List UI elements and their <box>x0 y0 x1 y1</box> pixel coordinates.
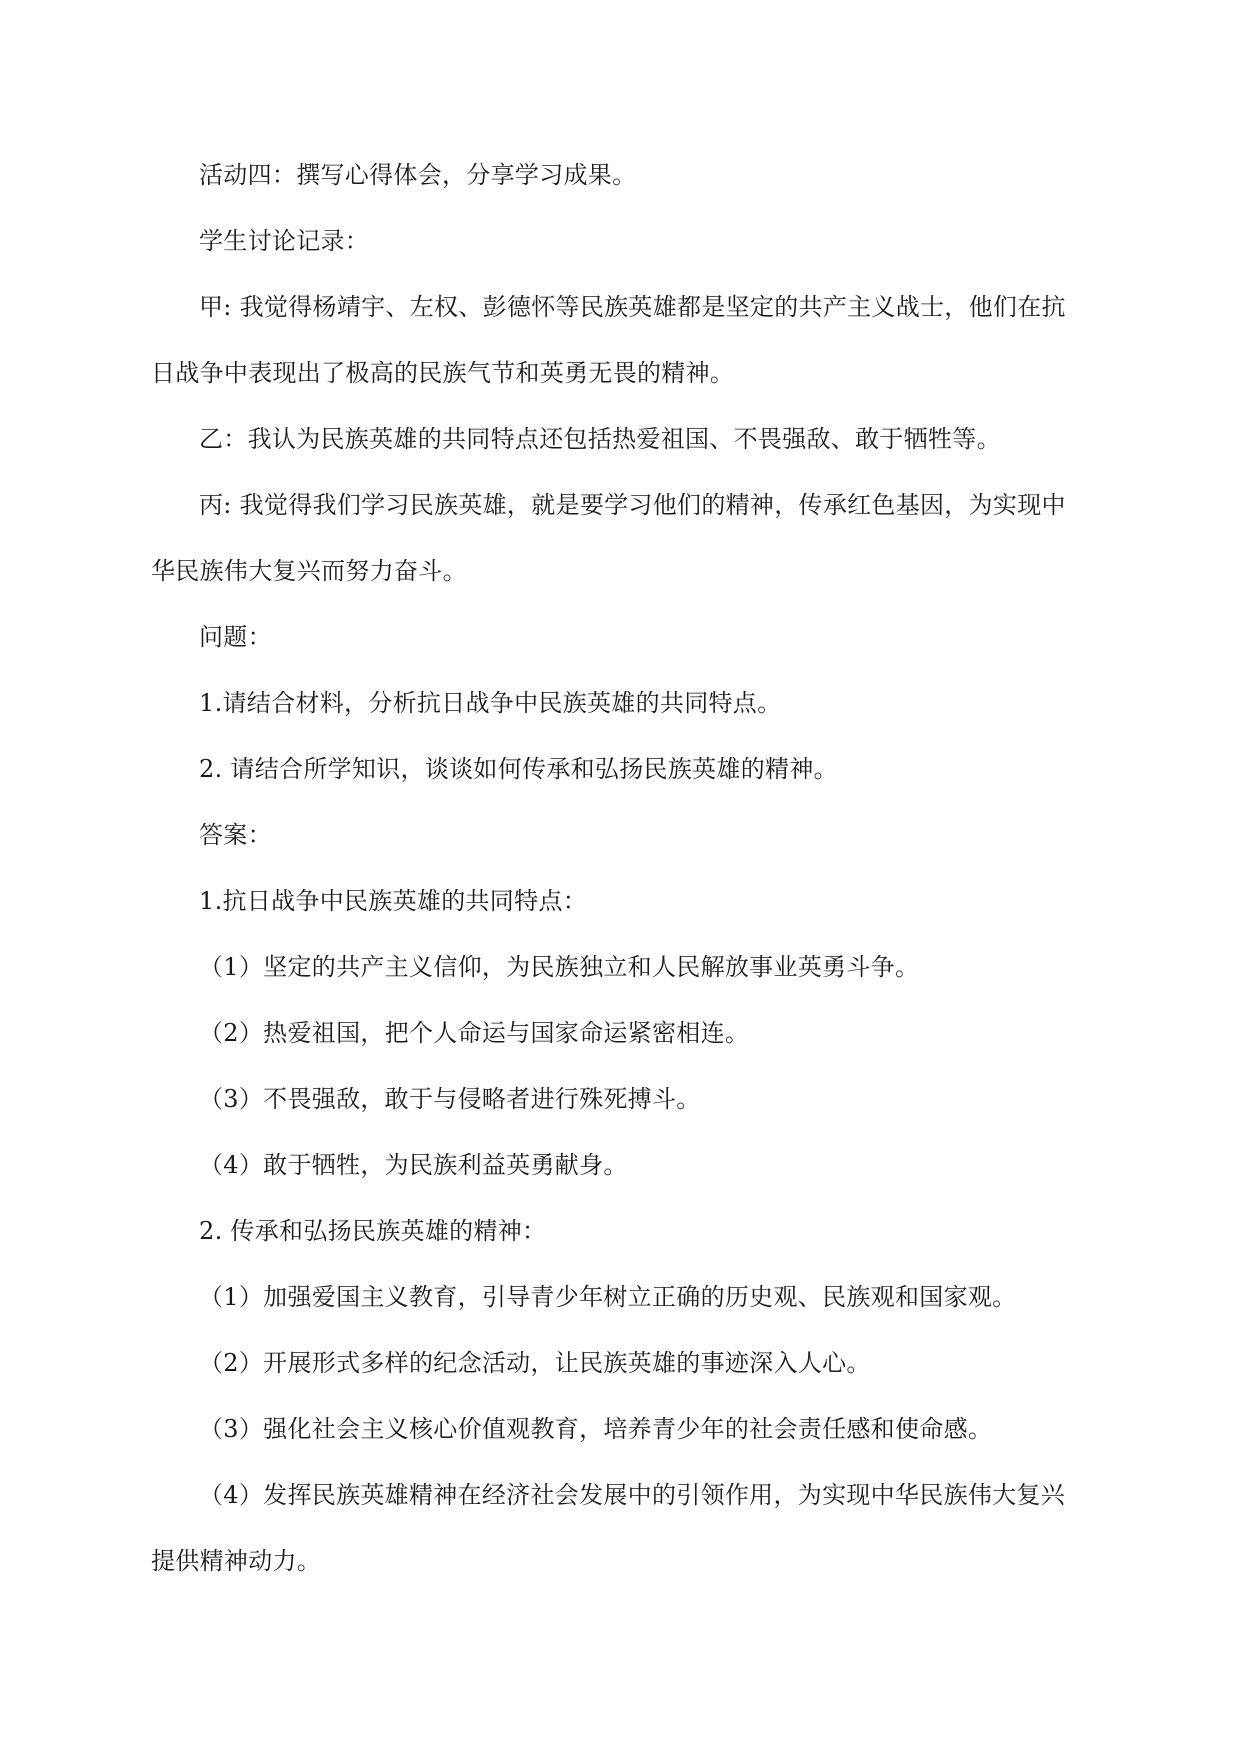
paragraph-question-1: 1.请结合材料，分析抗日战争中民族英雄的共同特点。 <box>199 689 782 717</box>
paragraph-answer-2-heading: 2. 传承和弘扬民族英雄的精神： <box>199 1217 547 1245</box>
paragraph-answer-1-heading: 1.抗日战争中民族英雄的共同特点： <box>199 887 587 915</box>
paragraph-questions-heading: 问题： <box>199 623 272 651</box>
paragraph-answers-heading: 答案： <box>199 821 272 849</box>
paragraph-student-b: 乙：我认为民族英雄的共同特点还包括热爱祖国、不畏强敌、敢于牺牲等。 <box>199 425 1001 453</box>
paragraph-answer-2-item-1: （1）加强爱国主义教育，引导青少年树立正确的历史观、民族观和国家观。 <box>199 1283 1017 1311</box>
paragraph-activity-four: 活动四：撰写心得体会，分享学习成果。 <box>199 161 637 189</box>
paragraph-answer-2-item-4: （4）发挥民族英雄精神在经济社会发展中的引领作用，为实现中华民族伟大复兴提供精神动力。 <box>151 1481 1066 1575</box>
paragraph-answer-2-item-2: （2）开展形式多样的纪念活动，让民族英雄的事迹深入人心。 <box>199 1349 871 1377</box>
paragraph-answer-1-item-2: （2）热爱祖国，把个人命运与国家命运紧密相连。 <box>199 1019 750 1047</box>
paragraph-question-2: 2. 请结合所学知识，谈谈如何传承和弘扬民族英雄的精神。 <box>199 755 838 783</box>
paragraph-answer-2-item-3: （3）强化社会主义核心价值观教育，培养青少年的社会责任感和使命感。 <box>199 1415 993 1443</box>
paragraph-student-c: 丙: 我觉得我们学习民族英雄，就是要学习他们的精神，传承红色基因，为实现中华民族伟大复兴而努力奋斗。 <box>151 491 1066 585</box>
document-body <box>151 142 1089 1594</box>
paragraph-answer-1-item-4: （4）敢于牺牲，为民族利益英勇献身。 <box>199 1151 628 1179</box>
paragraph-discussion-heading: 学生讨论记录： <box>199 227 370 255</box>
paragraph-answer-1-item-1: （1）坚定的共产主义信仰，为民族独立和人民解放事业英勇斗争。 <box>199 953 920 981</box>
paragraph-answer-1-item-3: （3）不畏强敌，敢于与侵略者进行殊死搏斗。 <box>199 1085 701 1113</box>
paragraph-student-a: 甲: 我觉得杨靖宇、左权、彭德怀等民族英雄都是坚定的共产主义战士，他们在抗日战争中表现出了极高的民族气节和英勇无畏的精神。 <box>151 293 1066 387</box>
